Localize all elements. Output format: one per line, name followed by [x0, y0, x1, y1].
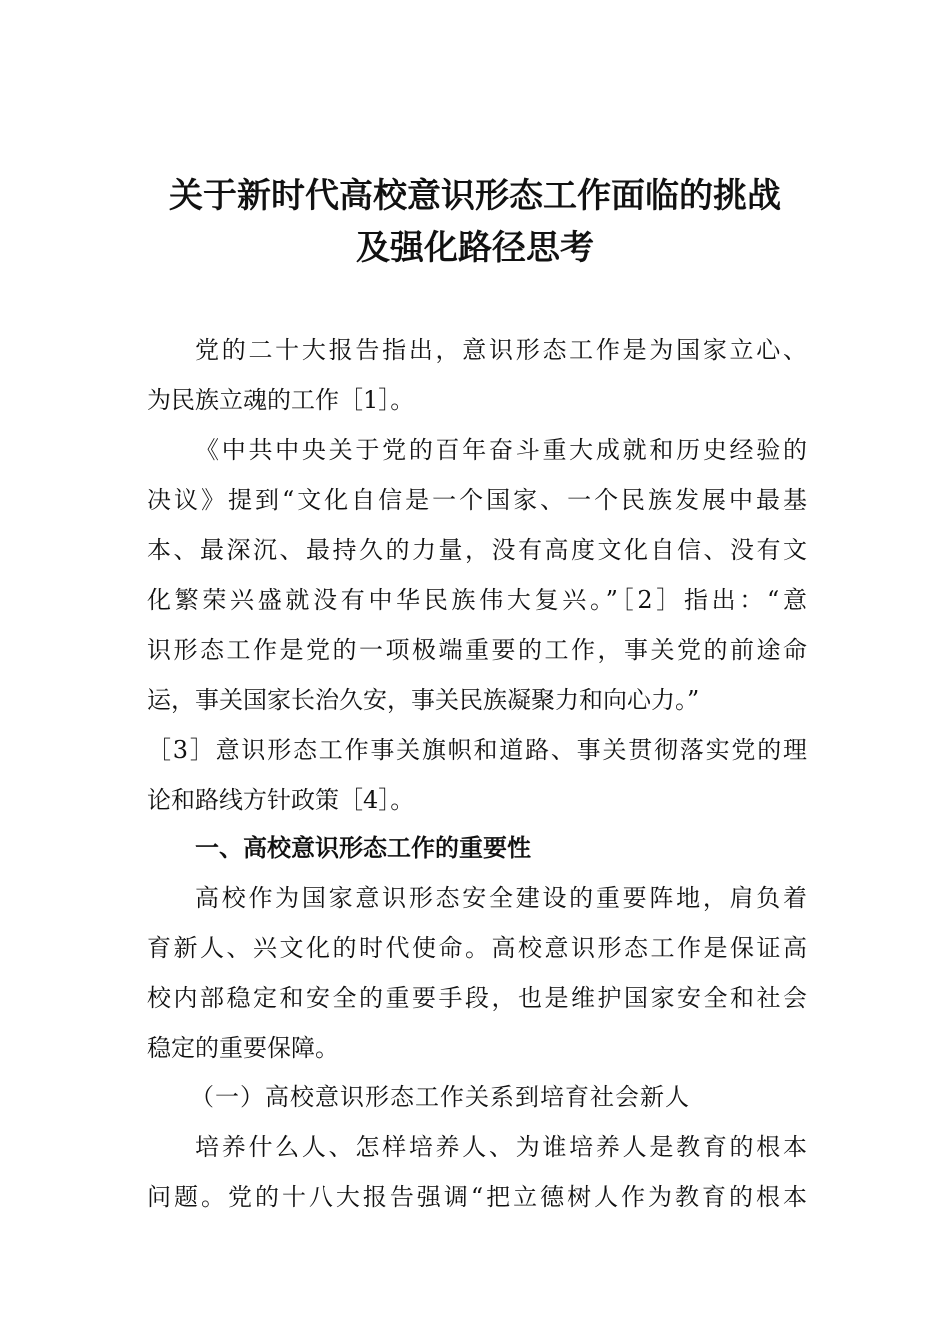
paragraph-line: 化繁荣兴盛就没有中华民族伟大复兴。”［2］指出：“意: [147, 586, 807, 614]
paragraph-line: 高校作为国家意识形态安全建设的重要阵地，肩负着: [195, 884, 807, 912]
paragraph-line: 论和路线方针政策［4］。: [147, 786, 415, 814]
paragraph-line: ［3］意识形态工作事关旗帜和道路、事关贯彻落实党的理: [147, 736, 807, 764]
paragraph-2: [147, 425, 807, 825]
paragraph-line: 运，事关国家长治久安，事关民族凝聚力和向心力。”: [147, 686, 700, 714]
paragraph-line: 决议》提到“文化自信是一个国家、一个民族发展中最基: [147, 486, 807, 514]
paragraph-line: 育新人、兴文化的时代使命。高校意识形态工作是保证高: [147, 934, 807, 962]
document-title-line-2: 及强化路径思考: [356, 228, 594, 268]
paragraph-3: [147, 873, 807, 1073]
document-title-line-1: 关于新时代高校意识形态工作面临的挑战: [169, 176, 781, 216]
subsection-heading: （一）高校意识形态工作关系到培育社会新人: [190, 1083, 690, 1111]
paragraph-line: 党的二十大报告指出，意识形态工作是为国家立心、: [195, 336, 807, 364]
paragraph-line: 校内部稳定和安全的重要手段，也是维护国家安全和社会: [147, 984, 807, 1012]
paragraph-4: [147, 1122, 807, 1222]
paragraph-line: 《中共中央关于党的百年奋斗重大成就和历史经验的: [195, 436, 807, 464]
paragraph-line: 为民族立魂的工作［1］。: [147, 386, 415, 414]
paragraph-1: [147, 325, 807, 425]
paragraph-line: 稳定的重要保障。: [147, 1034, 339, 1062]
paragraph-line: 本、最深沉、最持久的力量，没有高度文化自信、没有文: [147, 536, 807, 564]
paragraph-line: 问题。党的十八大报告强调“把立德树人作为教育的根本: [147, 1183, 807, 1211]
section-heading: 一、高校意识形态工作的重要性: [195, 834, 531, 862]
paragraph-line: 识形态工作是党的一项极端重要的工作，事关党的前途命: [147, 636, 807, 664]
paragraph-line: 培养什么人、怎样培养人、为谁培养人是教育的根本: [195, 1133, 807, 1161]
